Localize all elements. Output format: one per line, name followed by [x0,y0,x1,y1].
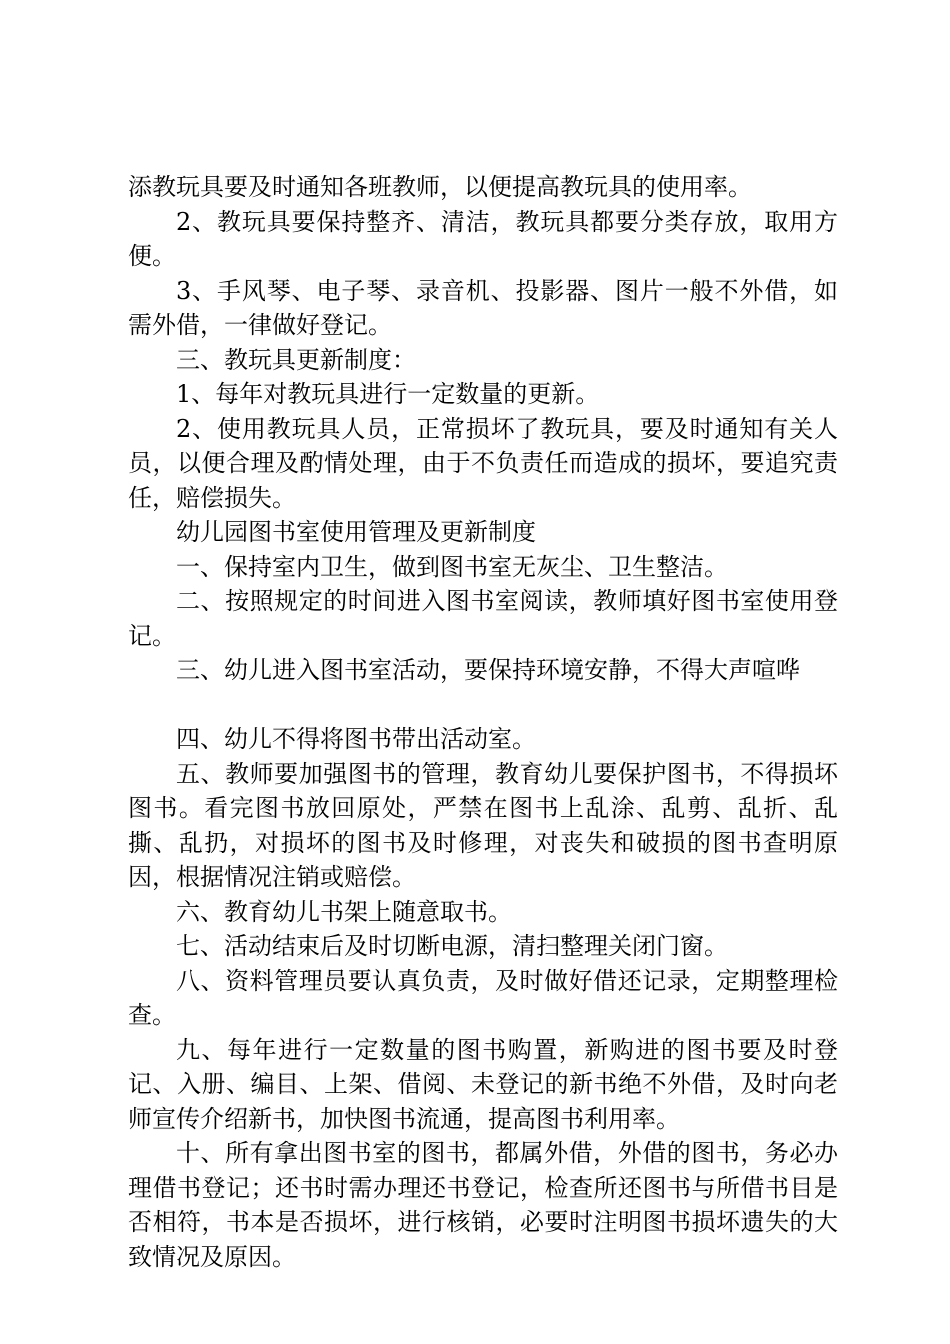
rule-item-9: 九、每年进行一定数量的图书购置，新购进的图书要及时登记、入册、编目、上架、借阅、未登记的新书绝不外借，及时向老师宣传介绍新书，加快图书流通，提高图书利用率。 [128,1035,838,1133]
rule-item-3: 三、幼儿进入图书室活动，要保持环境安静，不得大声喧哗 [176,656,800,684]
rule-item-2: 二、按照规定的时间进入图书室阅读，教师填好图书室使用登记。 [128,587,838,650]
paragraph-annual-renewal: 1、每年对教玩具进行一定数量的更新。 [176,380,600,408]
section-title-library-rules: 幼儿园图书室使用管理及更新制度 [176,518,536,546]
rule-item-6: 六、教育幼儿书架上随意取书。 [176,897,512,926]
paragraph-damage-handling: 2、使用教玩具人员，正常损坏了教玩具，要及时通知有关人员，以便合理及酌情处理，由于不负责任而造成的损坏，要追究责任，赔偿损失。 [128,414,838,512]
rule-item-4: 四、幼儿不得将图书带出活动室。 [176,725,536,753]
blank-line [128,688,838,723]
rule-item-5: 五、教师要加强图书的管理，教育幼儿要保护图书，不得损坏图书。看完图书放回原处，严禁在图书上乱涂、乱剪、乱折、乱撕、乱扔，对损坏的图书及时修理，对丧失和破损的图书查明原因，根据情况注销或赔偿。 [128,759,838,891]
document-body [128,170,838,1274]
paragraph-toy-storage: 2、教玩具要保持整齐、清洁，教玩具都要分类存放，取用方便。 [128,207,838,270]
paragraph-continuation: 添教玩具要及时通知各班教师，以便提高教玩具的使用率。 [128,173,752,201]
section-heading-toy-renewal: 三、教玩具更新制度： [176,345,416,374]
rule-item-10: 十、所有拿出图书室的图书，都属外借，外借的图书，务必办理借书登记；还书时需办理还书登记，检查所还图书与所借书目是否相符，书本是否损坏，进行核销，必要时注明图书损坏遗失的大致情况及原因。 [128,1139,838,1271]
rule-item-7: 七、活动结束后及时切断电源，清扫整理关闭门窗。 [176,932,728,960]
rule-item-1: 一、保持室内卫生，做到图书室无灰尘、卫生整洁。 [176,552,728,581]
rule-item-8: 八、资料管理员要认真负责，及时做好借还记录，定期整理检查。 [128,966,838,1029]
paragraph-instrument-lending: 3、手风琴、电子琴、录音机、投影器、图片一般不外借，如需外借，一律做好登记。 [128,276,838,339]
